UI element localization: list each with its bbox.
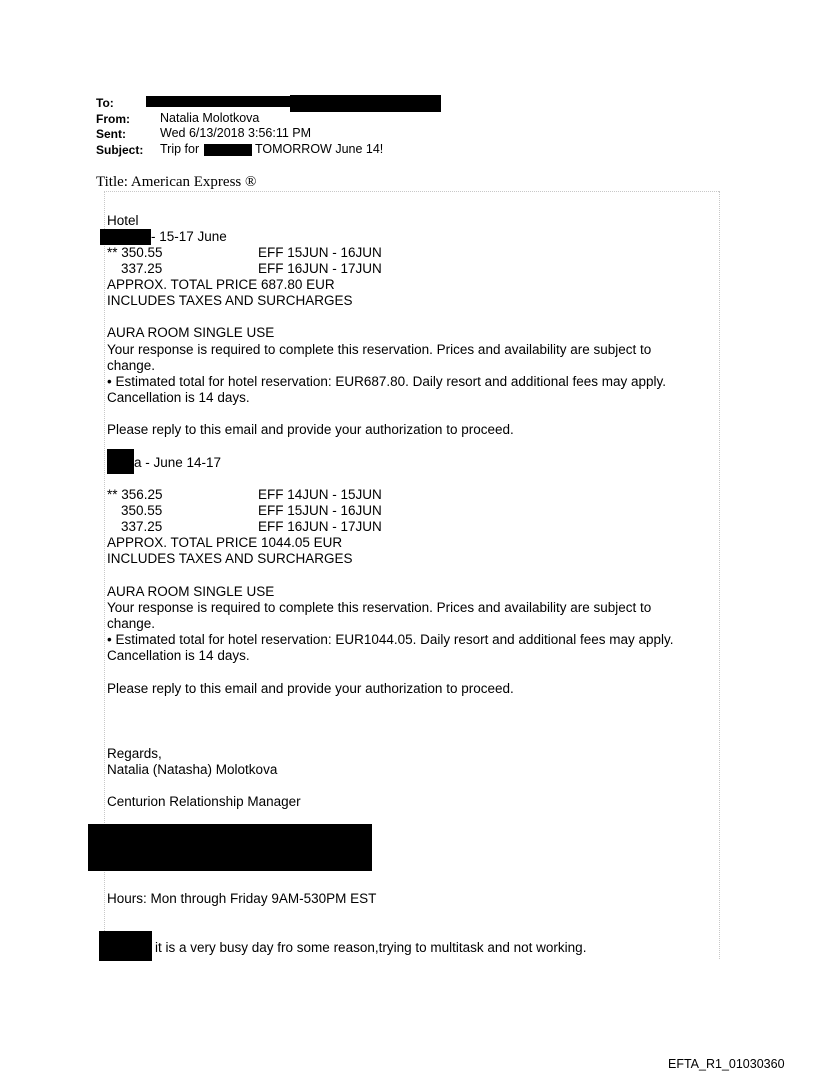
subject-prefix: Trip for — [160, 142, 200, 156]
content-frame-top — [104, 191, 719, 192]
hotel1-rate2-eff: EFF 16JUN - 17JUN — [258, 261, 382, 276]
hotel1-rate1-eff: EFF 15JUN - 16JUN — [258, 245, 382, 260]
reply-note: it is a very busy day fro some reason,trying to multitask and not working. — [155, 940, 587, 955]
hotel1-rate2-price: 337.25 — [121, 261, 163, 276]
content-frame-right — [719, 191, 720, 959]
hotel2-reply: Please reply to this email and provide your authorization to proceed. — [107, 681, 514, 696]
hotel2-rate3-eff: EFF 16JUN - 17JUN — [258, 519, 382, 534]
redaction-bar — [107, 449, 134, 474]
hotel1-response-line1: Your response is required to complete this reservation. Prices and availability are subject to — [107, 342, 652, 357]
hotel1-rate1-price: ** 350.55 — [107, 245, 163, 260]
from-value: Natalia Molotkova — [160, 111, 260, 125]
subject-suffix: TOMORROW June 14! — [255, 142, 384, 156]
hotel2-estimate: • Estimated total for hotel reservation: EUR1044.05. Daily resort and additional fees may apply. — [107, 632, 674, 647]
redaction-block — [88, 824, 372, 871]
email-title: Title: American Express ® — [96, 174, 257, 190]
hotel1-cancel: Cancellation is 14 days. — [107, 390, 250, 405]
document-id: EFTA_R1_01030360 — [668, 1057, 785, 1071]
sent-value: Wed 6/13/2018 3:56:11 PM — [160, 126, 312, 140]
hotel2-room: AURA ROOM SINGLE USE — [107, 584, 275, 599]
hotel1-response-line2: change. — [107, 358, 156, 373]
hotel2-total: APPROX. TOTAL PRICE 1044.05 EUR — [107, 535, 343, 550]
hotel2-heading: a - June 14-17 — [134, 455, 222, 470]
hotel1-estimate: • Estimated total for hotel reservation: EUR687.80. Daily resort and additional fees may apply. — [107, 374, 667, 389]
signature-name: Natalia (Natasha) Molotkova — [107, 762, 278, 777]
hotel2-rate1-eff: EFF 14JUN - 15JUN — [258, 487, 382, 502]
redaction-bar — [290, 95, 441, 112]
sent-label: Sent: — [96, 127, 126, 141]
hotel1-dates: - 15-17 June — [151, 229, 227, 244]
from-label: From: — [96, 112, 130, 126]
signature-role: Centurion Relationship Manager — [107, 794, 301, 809]
hotel2-rate1-price: ** 356.25 — [107, 487, 163, 502]
hotel1-heading: Hotel — [107, 213, 139, 228]
hotel2-response-line1: Your response is required to complete this reservation. Prices and availability are subject to — [107, 600, 652, 615]
to-label: To: — [96, 96, 114, 110]
subject-label: Subject: — [96, 143, 144, 157]
hotel1-total: APPROX. TOTAL PRICE 687.80 EUR — [107, 277, 335, 292]
hotel2-includes: INCLUDES TAXES AND SURCHARGES — [107, 551, 353, 566]
redaction-bar — [100, 229, 151, 245]
redaction-bar — [146, 96, 290, 107]
redaction-bar — [204, 144, 252, 156]
hotel2-rate3-price: 337.25 — [121, 519, 163, 534]
hotel2-rate2-eff: EFF 15JUN - 16JUN — [258, 503, 382, 518]
hotel1-room: AURA ROOM SINGLE USE — [107, 325, 275, 340]
signature-regards: Regards, — [107, 746, 162, 761]
hotel2-cancel: Cancellation is 14 days. — [107, 648, 250, 663]
hotel1-includes: INCLUDES TAXES AND SURCHARGES — [107, 293, 353, 308]
redaction-bar — [99, 931, 152, 961]
hotel1-reply: Please reply to this email and provide your authorization to proceed. — [107, 422, 514, 437]
signature-hours: Hours: Mon through Friday 9AM-530PM EST — [107, 891, 377, 906]
hotel2-response-line2: change. — [107, 616, 156, 631]
hotel2-rate2-price: 350.55 — [121, 503, 163, 518]
